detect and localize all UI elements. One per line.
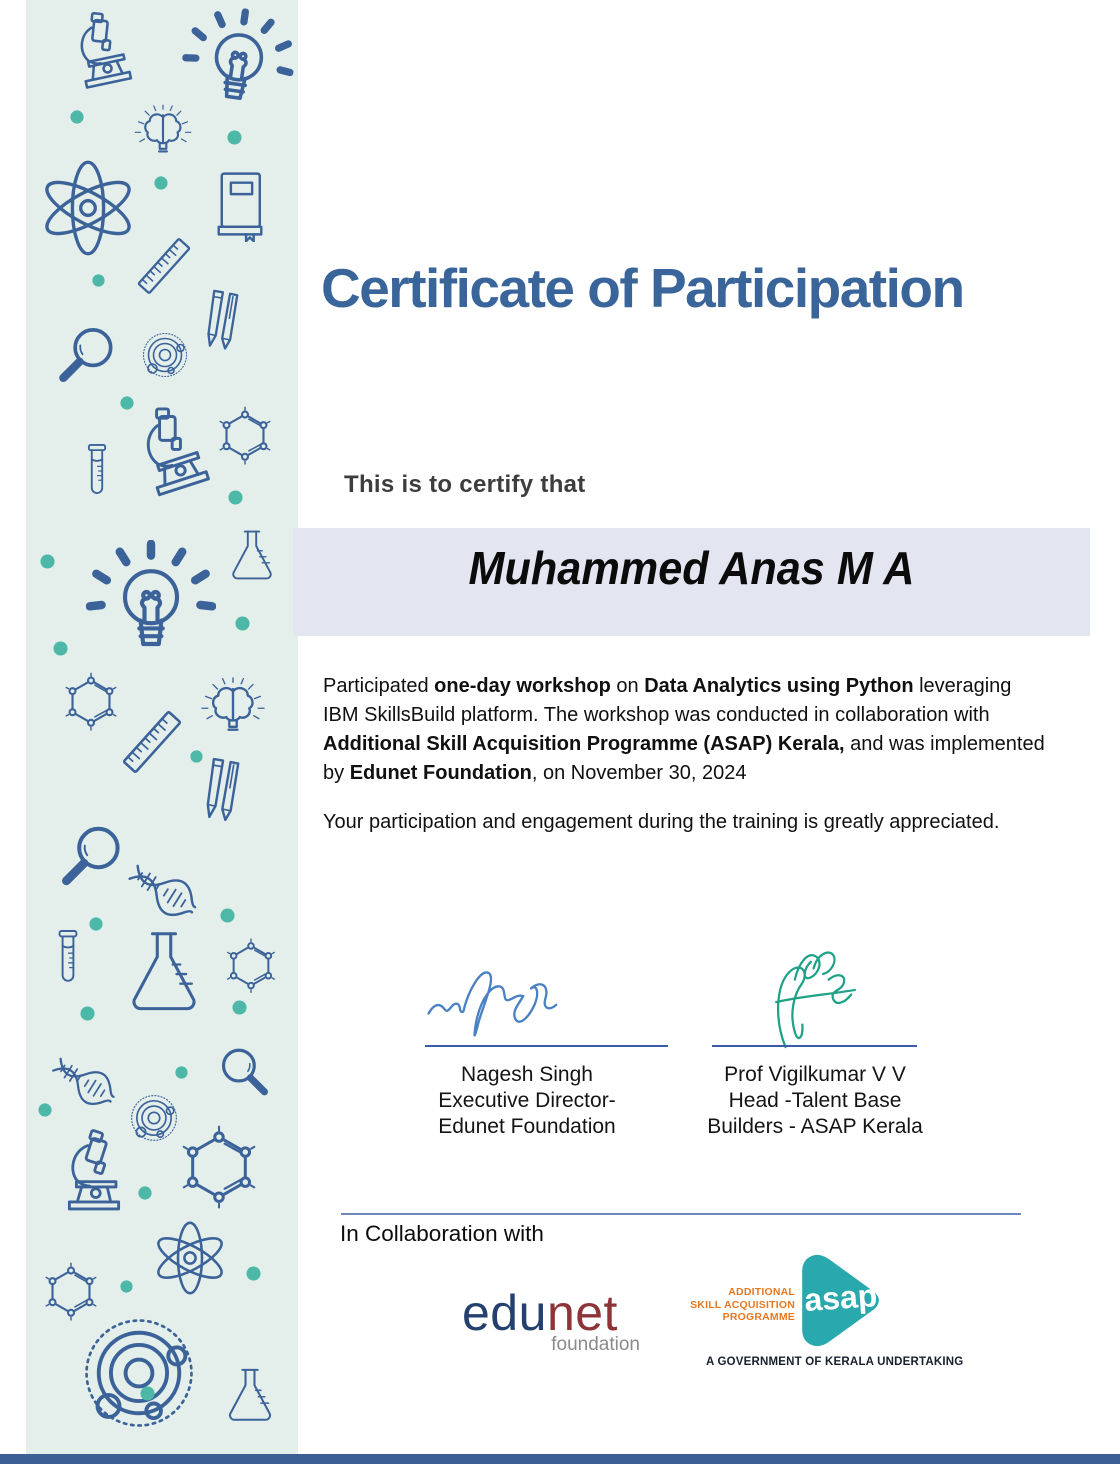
edunet-wordmark bbox=[462, 1285, 642, 1341]
signatory-name: Prof Vigilkumar V V bbox=[724, 1063, 906, 1086]
collaboration-label: In Collaboration with bbox=[340, 1221, 544, 1246]
dot-icon bbox=[235, 616, 250, 631]
flask-icon bbox=[116, 928, 212, 1024]
magnifier-icon bbox=[50, 318, 124, 392]
signature-ink-left-icon bbox=[415, 950, 647, 1050]
asap-play-icon bbox=[798, 1250, 886, 1351]
dot-icon bbox=[220, 908, 235, 923]
edunet-word-edu: edu bbox=[462, 1285, 547, 1341]
dot-icon bbox=[140, 1386, 155, 1401]
dot-icon bbox=[228, 490, 243, 505]
dot-icon bbox=[120, 396, 134, 410]
edunet-word-net: net bbox=[546, 1285, 618, 1341]
microscope-icon bbox=[50, 1128, 138, 1216]
atom-icon bbox=[150, 1218, 230, 1298]
brain-icon bbox=[196, 672, 270, 746]
microscope-icon bbox=[55, 3, 150, 98]
signature-line-right bbox=[712, 1045, 917, 1047]
pens-icon bbox=[182, 756, 258, 832]
testtube-icon bbox=[68, 442, 126, 500]
testtube-icon bbox=[38, 928, 98, 988]
dot-icon bbox=[175, 1066, 188, 1079]
signatory-right bbox=[690, 1062, 940, 1140]
dot-icon bbox=[40, 554, 55, 569]
asap-mark-text: asap bbox=[803, 1277, 879, 1319]
signature-line-left bbox=[425, 1045, 668, 1047]
dot-icon bbox=[138, 1186, 152, 1200]
bottom-accent-bar bbox=[0, 1454, 1120, 1464]
signatory-name: Nagesh Singh bbox=[461, 1063, 593, 1086]
magnifier-icon bbox=[212, 1040, 276, 1104]
atom-icon bbox=[36, 156, 140, 260]
dot-icon bbox=[232, 1000, 247, 1015]
signatory-org: Builders - ASAP Kerala bbox=[707, 1115, 923, 1138]
asap-programme-name: ADDITIONAL SKILL ACQUISITION PROGRAMME bbox=[690, 1286, 795, 1323]
signatory-role: Executive Director- bbox=[438, 1089, 616, 1112]
recipient-name: Muhammed Anas M A bbox=[468, 542, 915, 594]
body-paragraph: Participated one-day workshop on Data Analytics using Python leveraging IBM SkillsBuild platform. The workshop was conducted in collaboration with Additional Skill Acquisition Programme (ASAP) Kerala, and was implemented by Edunet Foundation, on November 30, 2024 bbox=[323, 675, 1045, 784]
recipient-name-band bbox=[293, 528, 1090, 636]
dot-icon bbox=[227, 130, 242, 145]
signatory-role: Head -Talent Base bbox=[728, 1089, 902, 1112]
dna-icon bbox=[48, 1046, 118, 1116]
molecule-icon bbox=[212, 404, 278, 470]
flask-icon bbox=[222, 528, 282, 588]
signatory-org: Edunet Foundation bbox=[438, 1115, 616, 1138]
sidebar-art bbox=[26, 0, 298, 1454]
dot-icon bbox=[154, 176, 168, 190]
edunet-foundation-subtext: foundation bbox=[551, 1334, 640, 1355]
dot-icon bbox=[246, 1266, 261, 1281]
dot-icon bbox=[53, 641, 68, 656]
asap-kerala-logo bbox=[690, 1250, 964, 1368]
book-icon bbox=[202, 166, 278, 242]
edunet-foundation-logo bbox=[462, 1285, 642, 1356]
dot-icon bbox=[92, 274, 105, 287]
orbit-icon bbox=[140, 330, 190, 380]
dot-icon bbox=[120, 1280, 133, 1293]
certify-text: This is to certify that bbox=[344, 471, 586, 498]
dot-icon bbox=[70, 110, 84, 124]
molecule-icon bbox=[172, 1122, 266, 1216]
pens-icon bbox=[184, 288, 256, 360]
dna-icon bbox=[124, 852, 200, 928]
bulb-icon bbox=[86, 540, 216, 670]
ruler-icon bbox=[112, 702, 192, 782]
signatory-left bbox=[402, 1062, 652, 1140]
appreciation-text: Your participation and engagement during the training is greatly appreciated. bbox=[323, 811, 1000, 833]
page-title: Certificate of Participation bbox=[321, 257, 964, 319]
divider-line bbox=[341, 1213, 1021, 1215]
dot-icon bbox=[38, 1103, 52, 1117]
asap-tagline: A GOVERNMENT OF KERALA UNDERTAKING bbox=[706, 1356, 964, 1368]
magnifier-icon bbox=[52, 816, 132, 896]
flask-icon bbox=[218, 1366, 282, 1430]
molecule-icon bbox=[220, 936, 282, 998]
orbit-icon bbox=[78, 1312, 200, 1434]
dot-icon bbox=[80, 1006, 95, 1021]
